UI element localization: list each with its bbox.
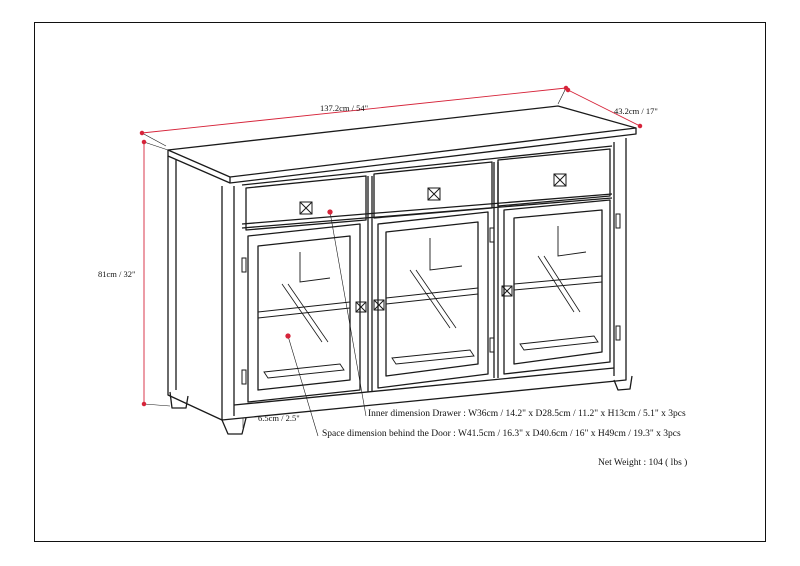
leg-dimension-label: 6.5cm / 2.5" <box>258 413 300 423</box>
depth-dimension-label: 43.2cm / 17" <box>614 106 658 116</box>
hinge <box>616 326 620 340</box>
hinge <box>242 370 246 384</box>
front-leg-right <box>614 376 632 390</box>
hardware <box>242 174 620 384</box>
sideboard-outline <box>168 103 636 434</box>
door-3 <box>504 200 610 374</box>
door-knob-2 <box>374 300 384 310</box>
height-dimension-label: 81cm / 32" <box>98 269 136 279</box>
hinge <box>242 258 246 272</box>
door-space-dimension-note: Space dimension behind the Door : W41.5cm / 16.3" x D40.6cm / 16" x H49cm / 19.3" x 3pcs <box>322 429 681 439</box>
interior-shelves <box>258 226 602 378</box>
width-dimension-label: 137.2cm / 54" <box>320 103 369 113</box>
drawer-knob-3 <box>554 174 566 186</box>
drawer-2 <box>374 162 492 218</box>
cabinet-top <box>168 103 636 177</box>
front-leg-left <box>222 418 246 434</box>
drawer-knob-2 <box>428 188 440 200</box>
drawer-knob-1 <box>300 202 312 214</box>
drawer-inner-dimension-note: Inner dimension Drawer : W36cm / 14.2" x D28.5cm / 11.2" x H13cm / 5.1" x 3pcs <box>368 409 686 419</box>
net-weight-note: Net Weight : 104 ( lbs ) <box>598 458 688 468</box>
door-knob-1 <box>356 302 366 312</box>
hinge <box>616 214 620 228</box>
dimension-lines <box>140 86 642 436</box>
